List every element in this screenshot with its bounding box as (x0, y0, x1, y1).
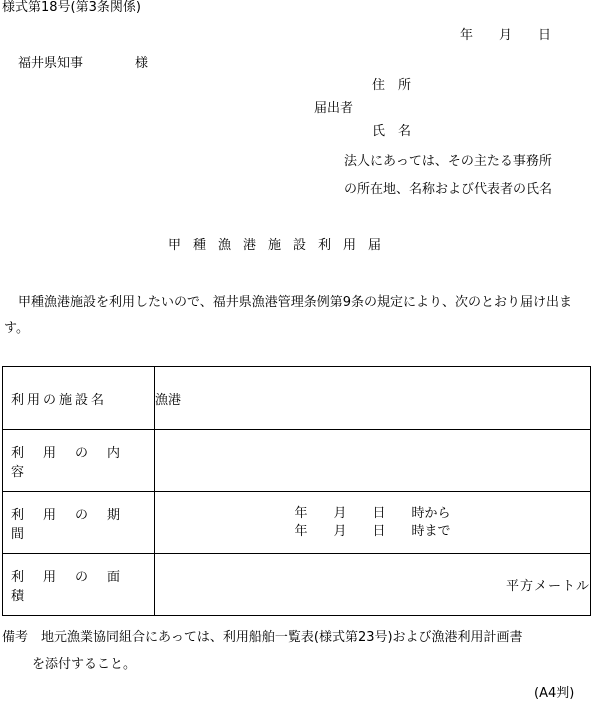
table-row (3, 430, 591, 492)
name-label: 氏 名 (372, 124, 412, 139)
usage-area-label: 利 用 の 面 積 (3, 554, 155, 616)
period-to: 年 月 日 時まで (294, 523, 451, 539)
form-number: 様式第18号(第3条関係) (2, 0, 141, 15)
period-from: 年 月 日 時から (294, 505, 451, 521)
usage-content-label: 利 用 の 内 容 (3, 430, 155, 492)
table-row (3, 367, 591, 430)
usage-period-label: 利 用 の 期 間 (3, 492, 155, 554)
table-row (3, 554, 591, 616)
facility-name-value[interactable]: 漁港 (155, 367, 591, 430)
usage-area-value[interactable]: 平方メートル (155, 554, 591, 616)
address-label: 住 所 (372, 78, 412, 93)
corporation-note-line2: の所在地、名称および代表者の氏名 (344, 182, 553, 197)
document-title: 甲種漁港施設利用届 (168, 238, 394, 253)
facility-name-label: 利用の施設名 (3, 367, 155, 430)
corporation-note-line1: 法人にあっては、その主たる事務所 (344, 154, 552, 169)
table-row (3, 492, 591, 554)
body-paragraph: 甲種漁港施設を利用したいので、福井県漁港管理条例第9条の規定により、次のとおり届け出ます。 (4, 295, 573, 336)
paper-size-note: (A4判) (534, 686, 575, 701)
remarks-line1: 備考 地元漁業協同組合にあっては、利用船舶一覧表(様式第23号)および漁港利用計画書 (2, 630, 523, 645)
form-table (2, 366, 591, 616)
usage-content-value[interactable] (155, 430, 591, 492)
addressee: 福井県知事 様 (18, 56, 149, 71)
date-line: 年 月 日 (460, 28, 552, 43)
applicant-label: 届出者 (314, 101, 354, 116)
usage-period-value[interactable] (155, 492, 591, 554)
remarks-line2: を添付すること。 (32, 657, 137, 672)
